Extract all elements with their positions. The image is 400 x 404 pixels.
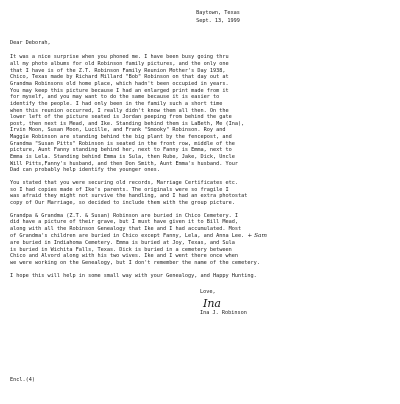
paragraph-cemetery-text: Grandpa & Grandma (Z.T. & Susan) Robinson are buried in Chico Cemetery. I did have a picture of their grave, but I must have given it to Bill Mead, along with all the Robinson Genealogy that Ike and I had accumulated. Most of Grandma's children are buried in Chico except Fanny, Lela, and Anna Lee. <box>10 212 245 239</box>
paragraph-closing: I hope this will help in some small way with your Genealogy, and Happy Hunting. <box>10 272 257 279</box>
location: Baytown, Texas <box>196 10 240 16</box>
salutation: Dear Deborah, <box>10 39 51 46</box>
paragraph-cemetery <box>10 213 386 267</box>
signature: Ina <box>203 297 221 310</box>
date: Sept. 13, 1999 <box>196 17 240 24</box>
signer-name: Ina J. Robinson <box>200 310 247 316</box>
letter-header <box>50 10 386 26</box>
handwritten-insert: + Sam <box>247 232 267 239</box>
paragraph-photo: It was a nice surprise when you phoned me. I have been busy going thru all my photo albums for old Robinson family pictures, and the only one that I have is of the Z.T. Robinson Family Reunion Mother's Day 1938, Chico, Texas made by Richard Millard "Bob" Robinson on that day out at Grandma Robinsons old home place, which hadn't been occupied in years. You may keep this picture because I had an enlarged print made from it for myself, and you may want to do the same because it is easier to identify the people. I had only been in the family such a short time when this reunion occurred, I really didn't know them all then. On the lower left of the picture seated is Jordan peeping from behind the gate post, then next is Mead, and Ike. Standing behind them is LaBeth, Me (Ina), Irvin Moon, Susan Moon, Lucille, and Frank "Smooky" Robinson. Roy and Maggie Robinson are standing behind the big plant by the fencepost, and Grandma "Susan Pitts" Robinson is seated in the front row, middle of the picture, Aunt Fanny standing behind her, next to Fanny is Emma, next to Emma is Lela. Standing behind Emma is Sula, then Rube, Jake, Dick, Uncle Will Pitts,Fanny's husband, and then Don Smith, Aunt Emma's husband. Your Dad can probably help identify the younger ones. <box>10 54 245 174</box>
closing: Love, <box>200 289 216 296</box>
paragraph-records: You stated that you were securing old records, Marriage Certificates etc. so I had copies made of Ike's parents. The originals were so fragile I was afraid they might not survive the handling, and I had an extra photostat copy of Our Marriage, so decided to include them with the group picture. <box>10 180 248 207</box>
enclosure-note: Encl.(4) <box>10 377 35 383</box>
paragraph-cemetery-rest: are buried in Indiahoma Cemetery. Emma is buried at Joy, Texas, and Sula is buried in Wichita Falls, Texas. Dick is buried in a cemetery between Chico and Alvord along with his two wives. Ike and I went there once when we were working on the Genealogy, but I don't remember the name of the cemetery. <box>10 240 260 267</box>
